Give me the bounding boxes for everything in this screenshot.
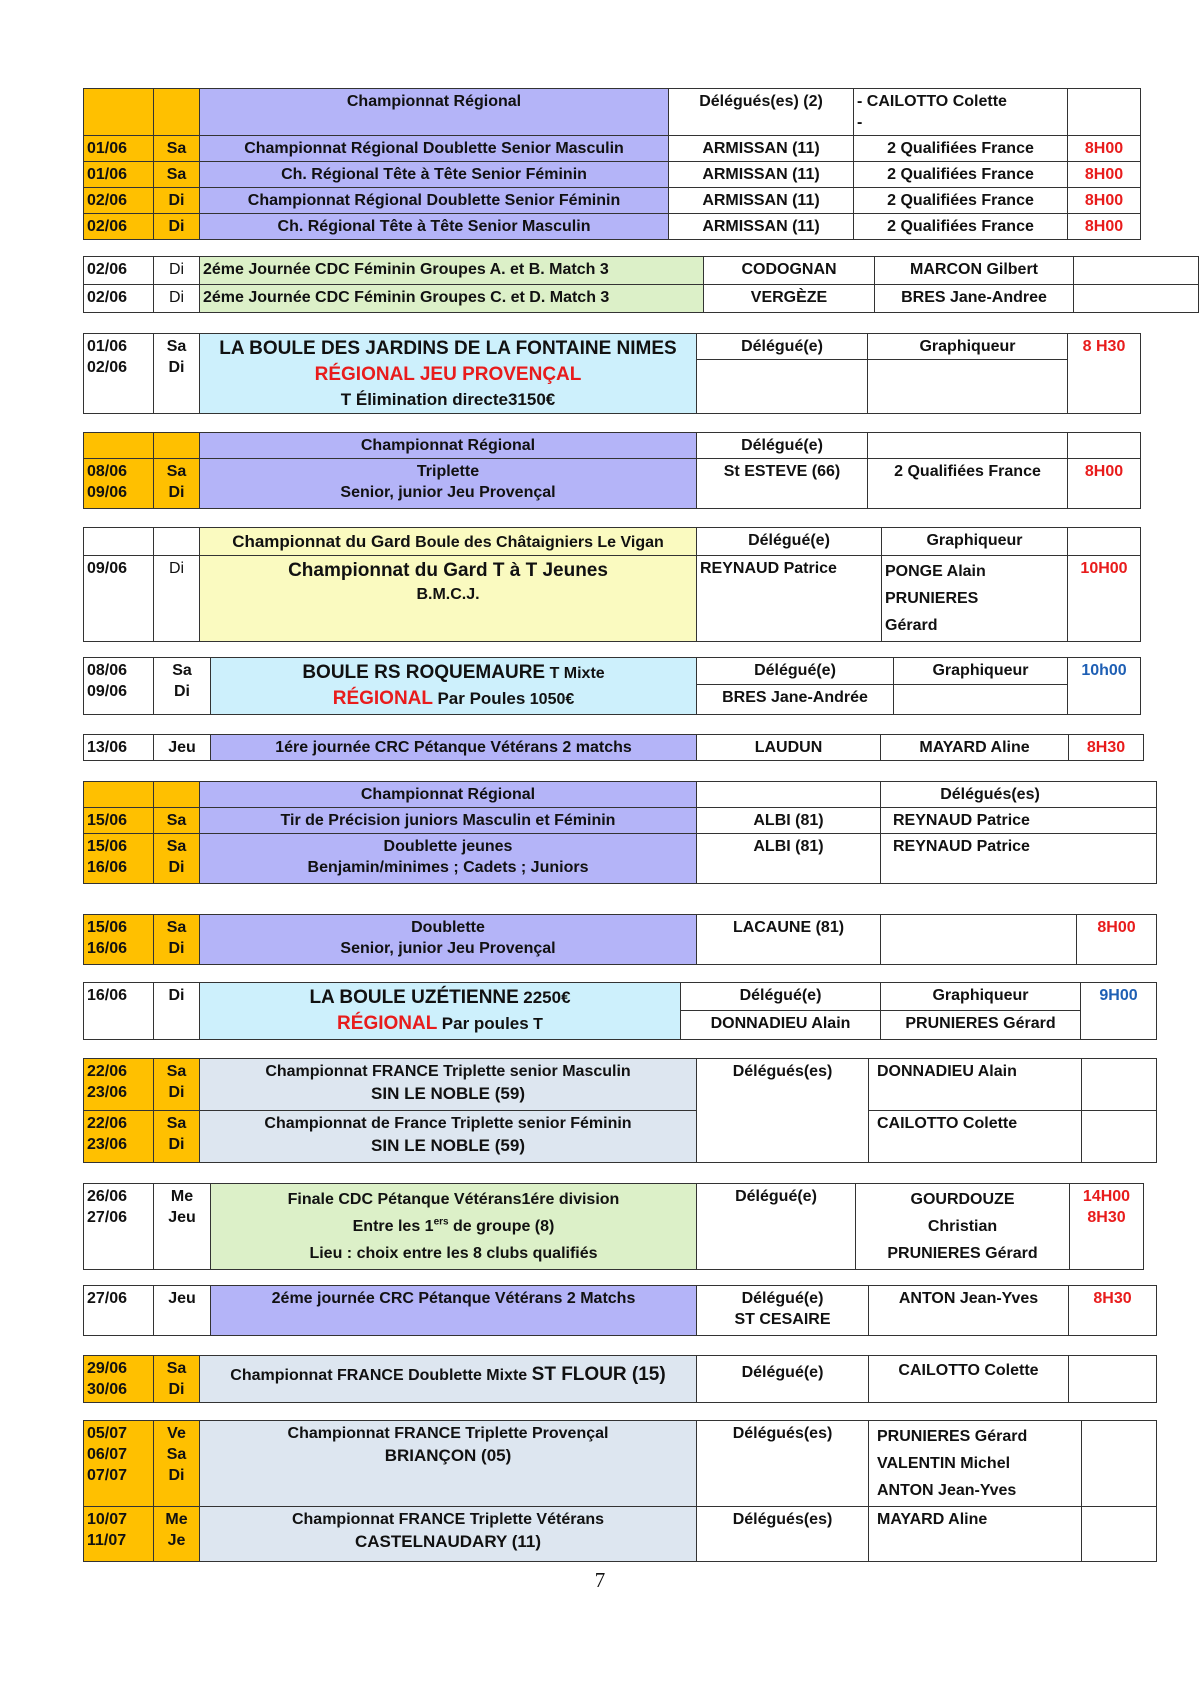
delegate: DONNADIEU Alain — [869, 1059, 1082, 1111]
date-cell — [84, 1421, 154, 1507]
time: 8H00 — [1077, 915, 1157, 965]
delegate: CAILOTTO Colette — [869, 1111, 1082, 1163]
table-row — [84, 257, 1199, 285]
day: Di — [168, 359, 185, 376]
event-title: Championnat du Gard T à T Jeunes — [288, 560, 608, 581]
graphiqueur-label: Graphiqueur — [882, 528, 1068, 556]
delegue-label: Délégué(e) — [697, 1356, 869, 1403]
time: 8H00 — [1068, 162, 1141, 188]
delegues-label: Délégués(es) — [697, 1507, 869, 1562]
delegate: REYNAUD Patrice — [881, 834, 1157, 884]
day-cell — [154, 89, 200, 136]
table-row — [84, 188, 1141, 214]
empty-cell — [1068, 89, 1141, 136]
day: Me — [170, 1188, 194, 1205]
block-france-provencal-veterans — [83, 1420, 1157, 1562]
delegue-label: Délégué(e) — [697, 1184, 856, 1270]
date: 27/06 — [87, 1209, 128, 1226]
delegate: MARCON Gilbert — [875, 257, 1074, 285]
delegate: BRES Jane-Andree — [875, 285, 1074, 313]
day: Di — [154, 257, 200, 285]
date: 15/06 — [84, 808, 154, 834]
page-number: 7 — [594, 1568, 606, 1592]
day-cell — [154, 915, 200, 965]
note: 2 Qualifiées France — [854, 136, 1068, 162]
event-cell — [211, 1184, 697, 1270]
date: 09/06 — [87, 683, 128, 700]
graphiqueurs-cell — [882, 556, 1068, 642]
date-cell — [84, 782, 154, 808]
day: Sa — [172, 662, 192, 679]
day-cell — [154, 1184, 211, 1270]
place: ALBI (81) — [697, 834, 881, 884]
date: 02/06 — [84, 214, 154, 240]
day: Sa — [166, 838, 187, 855]
day: Sa — [154, 162, 200, 188]
date-cell — [84, 1507, 154, 1562]
day: Sa — [154, 136, 200, 162]
table-row — [84, 1059, 1157, 1111]
event-line: Doublette jeunes — [383, 838, 513, 855]
empty-cell — [1074, 285, 1199, 313]
date-cell — [84, 1111, 154, 1163]
event: 1ére journée CRC Pétanque Vétérans 2 matchs — [211, 735, 697, 761]
table-row — [84, 915, 1157, 965]
note: 2 Qualifiées France — [854, 214, 1068, 240]
time: 8H00 — [1068, 136, 1141, 162]
time: 8H30 — [1087, 1209, 1126, 1226]
event: 2éme Journée CDC Féminin Groupes C. et D. Match 3 — [200, 285, 704, 313]
delegue-label: Délégué(e) — [681, 983, 881, 1011]
delegate: REYNAUD Patrice — [697, 556, 882, 642]
event-cell — [200, 334, 697, 414]
graphiqueur-label: Graphiqueur — [894, 658, 1068, 685]
event-format: Par poules — [441, 1014, 529, 1033]
day: Jeu — [154, 1286, 211, 1336]
date: 02/06 — [84, 188, 154, 214]
place: CODOGNAN — [704, 257, 875, 285]
time: 8H00 — [1068, 188, 1141, 214]
day: Sa — [166, 1063, 187, 1080]
event-line: Championnat de France Triplette senior Féminin — [264, 1115, 632, 1132]
day: Sa — [166, 1446, 187, 1463]
day-cell — [154, 334, 200, 414]
event-detail: T Élimination directe3150€ — [340, 390, 556, 409]
event-subtitle: RÉGIONAL JEU PROVENÇAL — [314, 364, 582, 385]
date: 16/06 — [84, 983, 154, 1040]
date: 07/07 — [87, 1467, 128, 1484]
table-row — [84, 808, 1157, 834]
table-row — [84, 1184, 1144, 1270]
event-line: Lieu : choix entre les 8 clubs qualifiés — [309, 1245, 598, 1262]
event-cell — [200, 983, 681, 1040]
day-cell — [154, 1356, 200, 1403]
date: 30/06 — [87, 1381, 128, 1398]
date: 13/06 — [84, 735, 154, 761]
day: Di — [168, 1467, 185, 1484]
date-cell — [84, 1184, 154, 1270]
day-cell — [154, 1421, 200, 1507]
day: Di — [168, 940, 185, 957]
block-regional-triplette — [83, 432, 1141, 509]
place: LAUDUN — [697, 735, 881, 761]
day-cell — [154, 1507, 200, 1562]
event: 2éme journée CRC Pétanque Vétérans 2 Matchs — [211, 1286, 697, 1336]
delegues-label: Délégués(es) — [697, 1421, 869, 1507]
block-finale-cdc — [83, 1183, 1144, 1270]
event: Championnat Régional Doublette Senior Masculin — [200, 136, 669, 162]
date: 01/06 — [84, 162, 154, 188]
delegate-name: - — [857, 114, 863, 131]
delegate-name: - CAILOTTO Colette — [857, 93, 1007, 110]
delegues-label: Délégués(es) — [881, 782, 1157, 808]
note: 2 Qualifiées France — [868, 459, 1068, 509]
block-france-sin-le-noble — [83, 1058, 1157, 1163]
place: VERGÈZE — [704, 285, 875, 313]
day: Sa — [166, 338, 187, 355]
delegue-label: Délégué(e) — [741, 1290, 824, 1307]
delegate-name: VALENTIN Michel — [877, 1455, 1011, 1472]
event-prize: 2250€ — [523, 988, 571, 1007]
delegate-name: PRUNIERES Gérard — [877, 1428, 1028, 1445]
day: Sa — [166, 919, 187, 936]
date: 27/06 — [84, 1286, 154, 1336]
block-regional-albi — [83, 781, 1157, 884]
date-cell — [84, 89, 154, 136]
graphiqueur-label: Graphiqueur — [881, 983, 1081, 1011]
empty-cell — [881, 915, 1077, 965]
delegate-empty — [697, 360, 868, 414]
day: Jeu — [154, 735, 211, 761]
delegate: REYNAUD Patrice — [881, 808, 1157, 834]
event-regional: RÉGIONAL — [337, 1013, 438, 1034]
day: Di — [154, 983, 200, 1040]
delegue-label: Délégué(e) — [697, 433, 868, 459]
block-title: Championnat Régional — [200, 433, 697, 459]
event-line: Benjamin/minimes ; Cadets ; Juniors — [307, 859, 589, 876]
day: Di — [168, 1381, 185, 1398]
event: Championnat Régional Doublette Senior Féminin — [200, 188, 669, 214]
table-row — [84, 1356, 1157, 1403]
day-cell — [154, 1059, 200, 1111]
event-line: Finale CDC Pétanque Vétérans1ére division — [287, 1191, 620, 1208]
time-cell — [1070, 1184, 1144, 1270]
date: 11/07 — [87, 1532, 127, 1549]
delegates-cell — [854, 89, 1068, 136]
date: 01/06 — [84, 136, 154, 162]
table-row — [84, 1111, 1157, 1163]
note: 2 Qualifiées France — [854, 188, 1068, 214]
delegate: ANTON Jean-Yves — [869, 1286, 1069, 1336]
event-line: Doublette — [411, 919, 485, 936]
delegue-cell — [697, 1286, 869, 1336]
date-cell — [84, 433, 154, 459]
day: Di — [154, 214, 200, 240]
date: 05/07 — [87, 1425, 128, 1442]
event-title: LA BOULE DES JARDINS DE LA FONTAINE NIMES — [219, 338, 677, 359]
block-cdc-feminin — [83, 256, 1199, 313]
block-roquemaure — [83, 657, 1141, 715]
date-cell — [84, 1059, 154, 1111]
event-line: Triplette — [416, 463, 480, 480]
event-sub: B.M.C.J. — [416, 586, 480, 603]
event-line-part: Entre les 1 — [352, 1218, 434, 1235]
block-doublette-lacaune — [83, 914, 1157, 965]
time: 10H00 — [1068, 556, 1141, 642]
time: 14H00 — [1082, 1188, 1131, 1205]
graphiqueur: PRUNIERES Gérard — [881, 1010, 1081, 1039]
place: ARMISSAN (11) — [669, 188, 854, 214]
date: 16/06 — [87, 940, 128, 957]
event-cell — [200, 915, 697, 965]
date: 29/06 — [87, 1360, 128, 1377]
title-small: Boule des Châtaigniers Le Vigan — [415, 534, 664, 551]
date-cell — [84, 334, 154, 414]
date: 08/06 — [87, 662, 128, 679]
empty-cell — [1082, 1111, 1157, 1163]
date-cell — [84, 1356, 154, 1403]
day-cell — [154, 459, 200, 509]
delegate: DONNADIEU Alain — [681, 1010, 881, 1039]
block-championnat-gard — [83, 527, 1141, 642]
place: ST CESAIRE — [734, 1311, 831, 1328]
day-cell — [154, 782, 200, 808]
graphiqueur-empty — [868, 360, 1068, 414]
event-cell — [200, 1059, 697, 1111]
date: 15/06 — [87, 838, 128, 855]
event-title-small: T Mixte — [549, 665, 605, 682]
event: Championnat FRANCE Doublette Mixte — [230, 1367, 528, 1384]
date: 10/07 — [87, 1511, 128, 1528]
date: 23/06 — [87, 1136, 128, 1153]
graphiqueur-empty — [894, 685, 1068, 715]
block-boule-jardins — [83, 333, 1141, 414]
note: 2 Qualifiées France — [854, 162, 1068, 188]
event-line-sup: ers — [433, 1216, 449, 1228]
time: 8 H30 — [1068, 334, 1141, 414]
event-line: Championnat FRANCE Triplette Vétérans — [291, 1511, 605, 1528]
date-cell — [84, 915, 154, 965]
day: Di — [168, 484, 185, 501]
empty-cell — [1069, 1356, 1157, 1403]
event-place: CASTELNAUDARY (11) — [354, 1532, 542, 1551]
empty-cell — [697, 782, 881, 808]
date: 02/06 — [84, 285, 154, 313]
time: 10h00 — [1068, 658, 1141, 715]
date: 23/06 — [87, 1084, 128, 1101]
date: 06/07 — [87, 1446, 128, 1463]
event-format: Par Poules — [437, 689, 526, 708]
day: Je — [167, 1532, 186, 1549]
block-crc-veterans-1 — [83, 734, 1144, 761]
event-cell — [200, 834, 697, 884]
event-line: Senior, junior Jeu Provençal — [340, 484, 556, 501]
day: Di — [154, 556, 200, 642]
block-boule-uzetienne — [83, 982, 1157, 1040]
graphiqueur-name: Gérard — [885, 617, 938, 634]
day: Sa — [154, 808, 200, 834]
delegate: MAYARD Aline — [869, 1507, 1082, 1562]
table-row — [84, 285, 1199, 313]
day: Sa — [166, 1115, 187, 1132]
block-title: Championnat Régional — [200, 89, 669, 136]
time: 8H00 — [1068, 214, 1141, 240]
block-crc-veterans-2 — [83, 1285, 1157, 1336]
table-row — [84, 162, 1141, 188]
day: Di — [154, 285, 200, 313]
date: 22/06 — [87, 1115, 128, 1132]
date: 16/06 — [87, 859, 128, 876]
place: ARMISSAN (11) — [669, 162, 854, 188]
event: Ch. Régional Tête à Tête Senior Féminin — [200, 162, 669, 188]
delegate-name: ANTON Jean-Yves — [877, 1482, 1017, 1499]
empty-cell — [1068, 433, 1141, 459]
date: 09/06 — [87, 484, 128, 501]
date: 02/06 — [87, 359, 128, 376]
day-cell — [154, 528, 200, 556]
event-place: SIN LE NOBLE (59) — [371, 1084, 525, 1103]
time: 9H00 — [1081, 983, 1157, 1040]
date: 08/06 — [87, 463, 128, 480]
time: 8H00 — [1068, 459, 1141, 509]
title-big: Championnat du Gard — [232, 532, 411, 551]
delegues-label: Délégués(es) — [697, 1059, 869, 1163]
date: 02/06 — [84, 257, 154, 285]
event-title: BOULE RS ROQUEMAURE — [302, 662, 546, 683]
event-format-t: T — [533, 1016, 543, 1033]
delegate-name: GOURDOUZE — [910, 1191, 1015, 1208]
day: Di — [174, 683, 190, 700]
place: ALBI (81) — [697, 808, 881, 834]
day-cell — [154, 658, 211, 715]
day: Me — [165, 1511, 188, 1528]
place: LACAUNE (81) — [697, 915, 881, 965]
delegates-cell — [856, 1184, 1070, 1270]
date: 01/06 — [87, 338, 128, 355]
delegate-name: PRUNIERES Gérard — [887, 1245, 1038, 1262]
date: 15/06 — [87, 919, 128, 936]
date-cell — [84, 658, 154, 715]
table-row — [84, 735, 1144, 761]
date-cell — [84, 834, 154, 884]
delegate-name: Christian — [927, 1218, 998, 1235]
day-cell — [154, 1111, 200, 1163]
event-cell — [200, 1111, 697, 1163]
delegate: BRES Jane-Andrée — [697, 685, 894, 715]
delegue-label: Délégué(e) — [697, 334, 868, 360]
event-cell — [200, 556, 697, 642]
event-regional: RÉGIONAL — [332, 688, 433, 709]
block-title — [200, 528, 697, 556]
time: 8H30 — [1069, 735, 1144, 761]
event-cell — [200, 1356, 697, 1403]
event-cell — [211, 658, 697, 715]
date-cell — [84, 528, 154, 556]
delegue-label: Délégué(e) — [697, 528, 882, 556]
date: 26/06 — [87, 1188, 128, 1205]
empty-cell — [1068, 528, 1141, 556]
block-title: Championnat Régional — [200, 782, 697, 808]
day: Di — [168, 1084, 185, 1101]
delegue-label: Délégué(e) — [697, 658, 894, 685]
day: Jeu — [168, 1209, 196, 1226]
event-line-part: de groupe (8) — [448, 1218, 555, 1235]
empty-cell — [1074, 257, 1199, 285]
delegate: CAILOTTO Colette — [869, 1356, 1069, 1403]
delegate: MAYARD Aline — [881, 735, 1069, 761]
day: Di — [168, 1136, 185, 1153]
date-cell — [84, 459, 154, 509]
day: Di — [154, 188, 200, 214]
event-prize: 1050€ — [529, 691, 575, 708]
event-place: SIN LE NOBLE (59) — [371, 1136, 525, 1155]
table-row — [84, 1507, 1157, 1562]
day-cell — [154, 433, 200, 459]
event-line: Championnat FRANCE Triplette Provençal — [287, 1425, 609, 1442]
place: St ESTEVE (66) — [697, 459, 868, 509]
event: Tir de Précision juniors Masculin et Féminin — [200, 808, 697, 834]
table-row — [84, 1421, 1157, 1507]
day: Ve — [167, 1425, 186, 1442]
empty-cell — [1082, 1421, 1157, 1507]
day: Di — [168, 859, 185, 876]
empty-cell — [868, 433, 1068, 459]
delegates-cell — [869, 1421, 1082, 1507]
day: Sa — [166, 1360, 187, 1377]
graphiqueur-name: PONGE Alain — [885, 563, 986, 580]
event-cell — [200, 1507, 697, 1562]
day: Sa — [166, 463, 187, 480]
block-regional-armissan — [83, 88, 1141, 240]
date: 22/06 — [87, 1063, 128, 1080]
event-cell — [200, 459, 697, 509]
table-row — [84, 214, 1141, 240]
table-row — [84, 136, 1141, 162]
day-cell — [154, 834, 200, 884]
place: ARMISSAN (11) — [669, 136, 854, 162]
table-row — [84, 1286, 1157, 1336]
empty-cell — [1082, 1507, 1157, 1562]
date: 09/06 — [84, 556, 154, 642]
table-row — [84, 834, 1157, 884]
event-place: BRIANÇON (05) — [384, 1446, 512, 1465]
event: 2éme Journée CDC Féminin Groupes A. et B. Match 3 — [200, 257, 704, 285]
event-cell — [200, 1421, 697, 1507]
delegues-label: Délégués(es) (2) — [669, 89, 854, 136]
event-place: ST FLOUR (15) — [531, 1364, 666, 1385]
graphiqueur-label: Graphiqueur — [868, 334, 1068, 360]
place: ARMISSAN (11) — [669, 214, 854, 240]
event-line: Championnat FRANCE Triplette senior Masculin — [265, 1063, 631, 1080]
block-france-st-flour — [83, 1355, 1157, 1403]
empty-cell — [1082, 1059, 1157, 1111]
event-title: LA BOULE UZÉTIENNE — [309, 987, 519, 1008]
time: 8H30 — [1069, 1286, 1157, 1336]
event: Ch. Régional Tête à Tête Senior Masculin — [200, 214, 669, 240]
graphiqueur-name: PRUNIERES — [885, 590, 979, 607]
event-line: Senior, junior Jeu Provençal — [340, 940, 556, 957]
